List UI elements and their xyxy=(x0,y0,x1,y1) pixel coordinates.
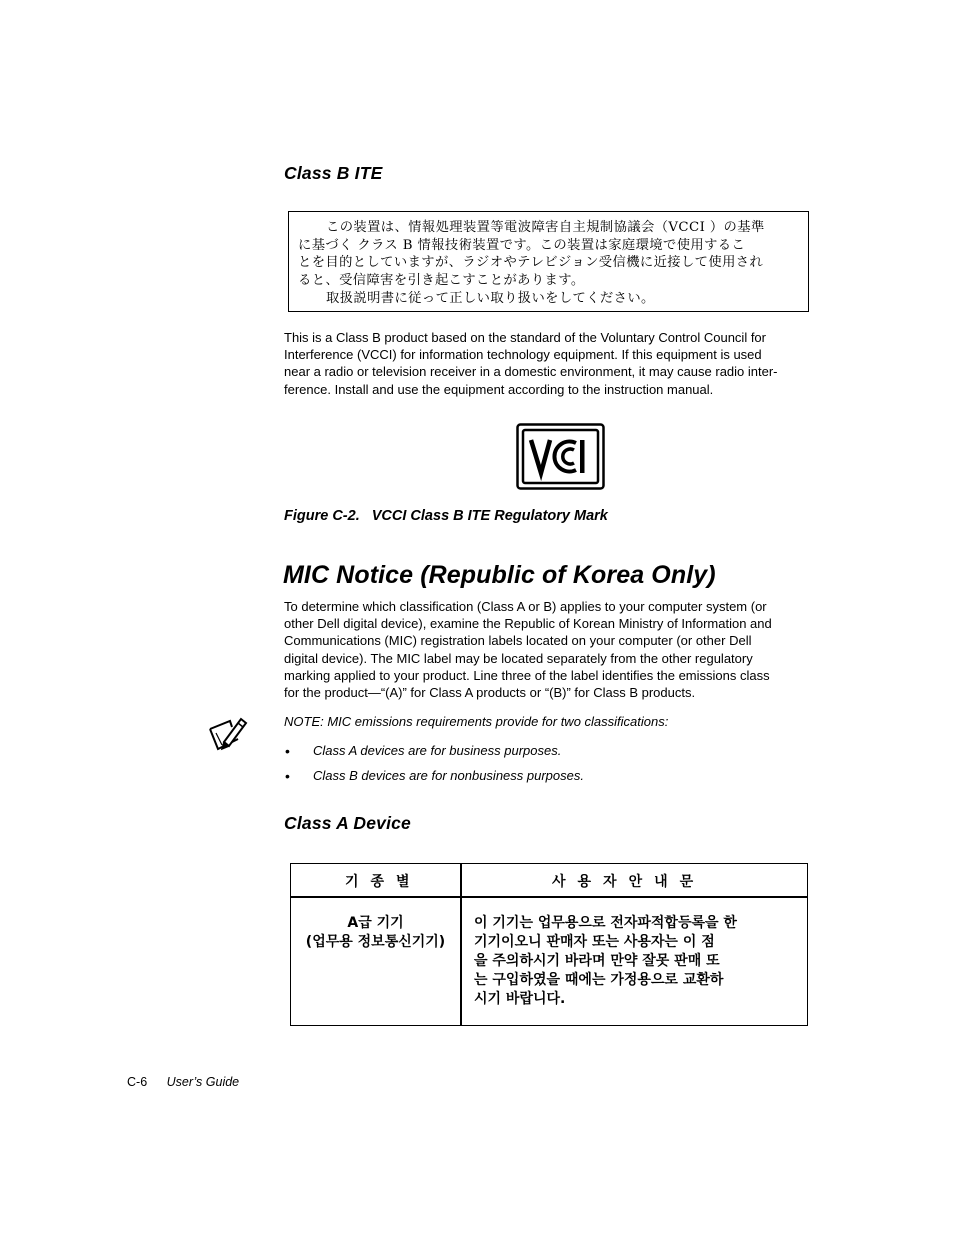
japanese-notice-line: に基づく クラス B 情報技術装置です。この装置は家庭環境で使用するこ xyxy=(298,237,746,253)
device-class-sublabel: (업무용 정보통신기기) xyxy=(305,934,446,950)
notice-line: 기기이오니 판매자 또는 사용자는 이 점 xyxy=(474,934,715,950)
japanese-notice-line: とを目的としていますが、ラジオやテレビジョン受信機に近接して使用され xyxy=(298,255,764,271)
figure-caption-text: VCCI Class B ITE Regulatory Mark xyxy=(371,508,608,524)
paragraph-line: for the product—“(A)” for Class A products or “(B)” for Class B products. xyxy=(284,685,696,701)
paragraph-line: other Dell digital device), examine the Republic of Korean Ministry of Information and xyxy=(284,616,772,632)
class-a-device-heading: Class A Device xyxy=(284,813,411,833)
japanese-vcci-notice-box xyxy=(288,211,809,312)
mic-paragraph xyxy=(284,598,816,701)
device-class-label: A급 기기 xyxy=(347,915,404,931)
japanese-notice-line: この装置は、情報処理装置等電波障害自主規制協議会（VCCI ）の基準 xyxy=(326,220,765,235)
figure-number: Figure C-2. xyxy=(284,508,360,524)
document-title: User’s Guide xyxy=(166,1075,240,1089)
korean-class-a-table xyxy=(290,863,808,1026)
figure-caption xyxy=(284,508,608,524)
bullet-text: Class B devices are for nonbusiness purposes. xyxy=(313,768,584,783)
paragraph-line: Communications (MIC) registration labels located on your computer (or other Dell xyxy=(284,633,752,649)
vcci-mark-logo xyxy=(516,423,605,490)
table-header-divider xyxy=(291,896,807,898)
notice-line: 시기 바랍니다. xyxy=(474,991,566,1007)
bullet-dot: • xyxy=(285,768,290,784)
paragraph-line: marking applied to your product. Line three of the label identifies the emissions class xyxy=(284,667,770,683)
bullet-text: Class A devices are for business purposes. xyxy=(313,743,562,758)
class-b-ite-heading: Class B ITE xyxy=(284,163,383,183)
table-cell-device-class xyxy=(291,914,460,952)
notice-line: 을 주의하시기 바라며 만약 잘못 판매 또 xyxy=(474,953,720,969)
class-b-paragraph xyxy=(284,329,816,398)
japanese-notice-line: ると、受信障害を引き起こすことがあります。 xyxy=(298,273,585,289)
japanese-notice-line: 取扱説明書に従って正しい取り扱いをしてください。 xyxy=(326,290,655,306)
page-footer xyxy=(127,1075,239,1089)
paragraph-line: This is a Class B product based on the standard of the Voluntary Control Council for xyxy=(284,330,766,345)
paragraph-line: digital device). The MIC label may be located separately from the other regulatory xyxy=(284,650,753,666)
note-pencil-icon xyxy=(208,715,248,753)
table-header-device-type: 기종별 xyxy=(345,874,422,890)
bullet-dot: • xyxy=(285,743,290,759)
paragraph-line: near a radio or television receiver in a domestic environment, it may cause radio inter- xyxy=(284,364,778,380)
paragraph-line: To determine which classification (Class A or B) applies to your computer system (or xyxy=(284,599,767,614)
table-cell-user-notice xyxy=(474,914,796,1009)
table-header-user-notice: 사용자안내문 xyxy=(552,874,706,890)
notice-line: 는 구입하였을 때에는 가정용으로 교환하 xyxy=(474,972,724,988)
notice-line: 이 기기는 업무용으로 전자파적합등록을 한 xyxy=(474,915,737,931)
table-column-divider xyxy=(460,864,462,1025)
mic-notice-heading: MIC Notice (Republic of Korea Only) xyxy=(283,561,716,589)
japanese-vcci-notice-text xyxy=(298,219,803,308)
paragraph-line: ference. Install and use the equipment according to the instruction manual. xyxy=(284,381,714,397)
paragraph-line: Interference (VCCI) for information technology equipment. If this equipment is used xyxy=(284,347,762,363)
page-number: C-6 xyxy=(127,1075,148,1089)
mic-note: NOTE: MIC emissions requirements provide for two classifications: xyxy=(284,714,669,729)
